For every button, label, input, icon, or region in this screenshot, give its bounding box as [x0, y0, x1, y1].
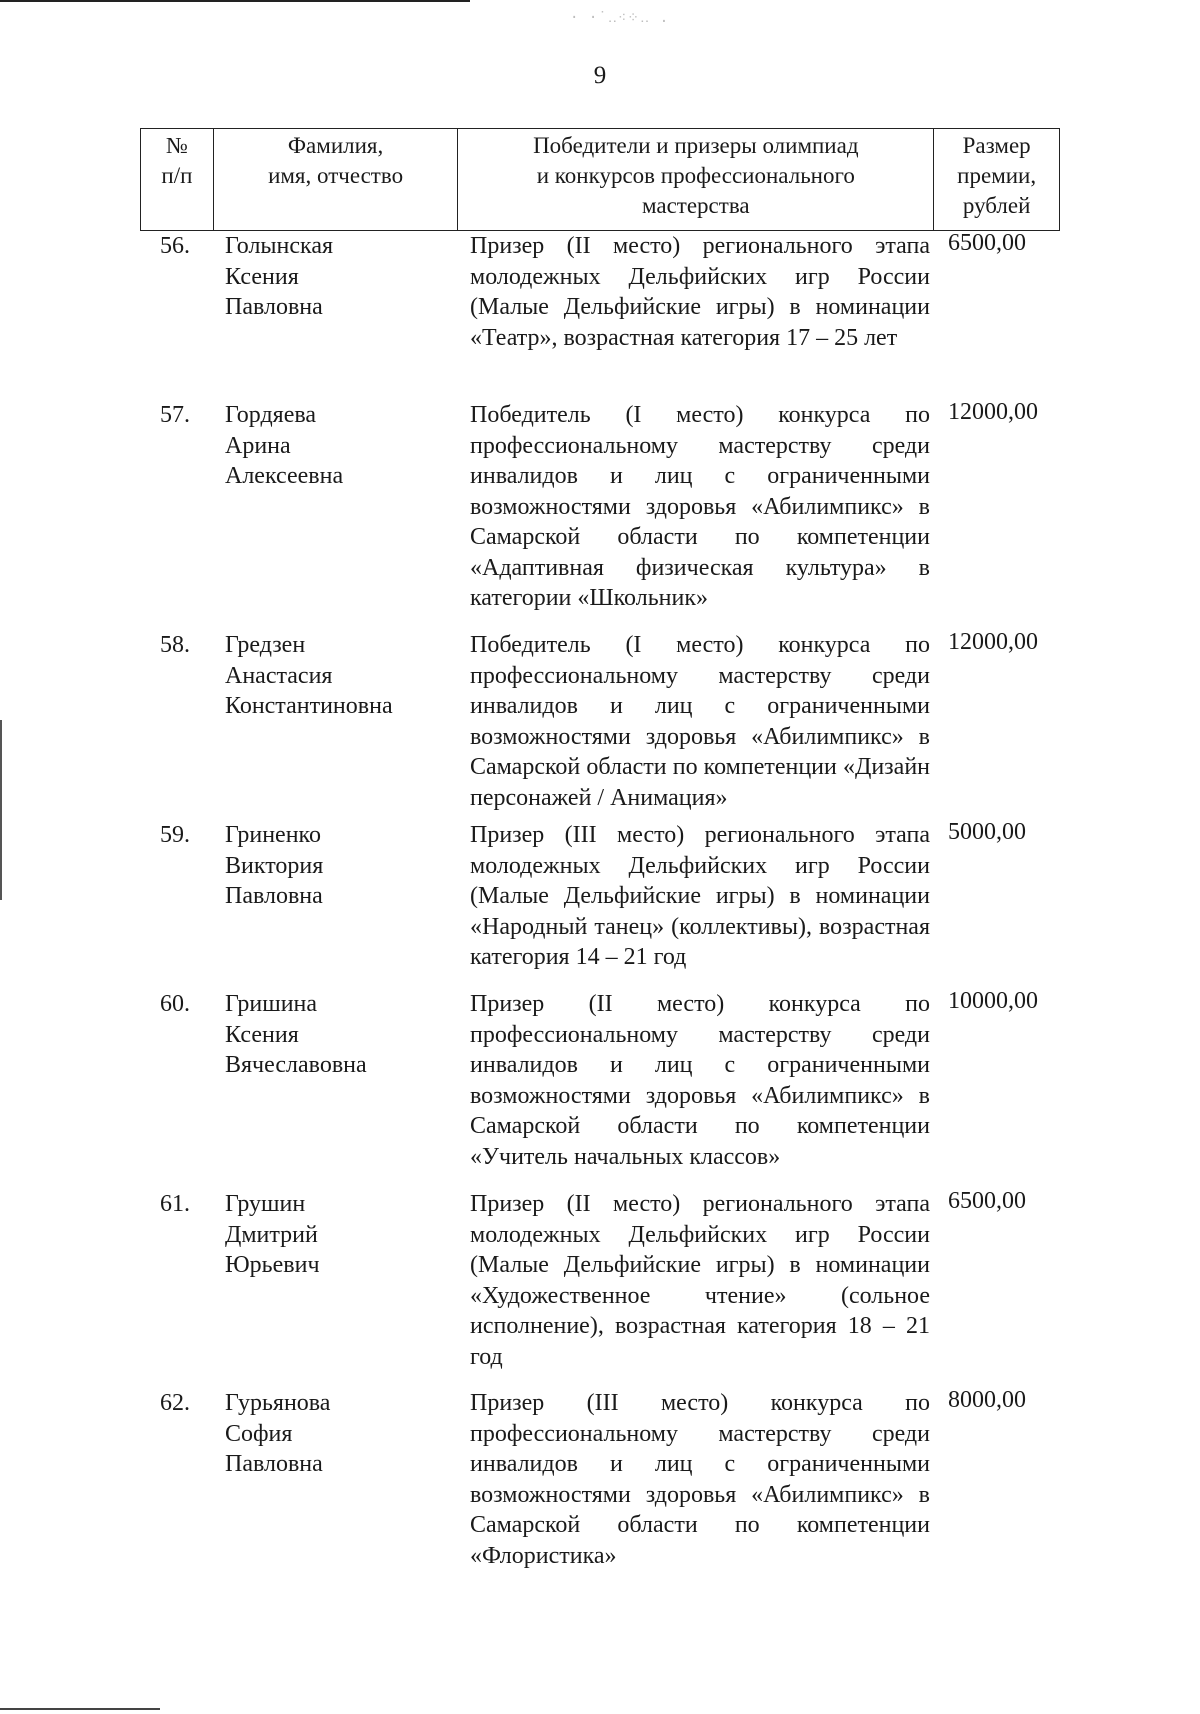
scan-edge-top [0, 0, 470, 2]
table-header [140, 128, 1060, 231]
header-full-name: Фамилия, имя, отчество [214, 129, 458, 230]
row-achievement: Призер (III место) регионального этапа молодежных Дельфийских игр России (Малые Дельфийские игры) в номинации «Народный танец» (коллективы), возрастная категория 14 – 21 год [470, 822, 930, 970]
row-number: 59. [160, 822, 190, 848]
header-prize-amount: Размер премии, рублей [957, 133, 1037, 218]
row-prize-amount: 12000,00 [948, 399, 1038, 425]
row-achievement: Победитель (I место) конкурса по профессиональному мастерству среди инвалидов и лиц с ограниченными возможностями здоровья «Абилимпикс» в Самарской области по компетенции «Адаптивная физическая культура» в категории «Школьник» [470, 402, 930, 611]
row-achievement: Призер (II место) регионального этапа молодежных Дельфийских игр России (Малые Дельфийские игры) в номинации «Художественное чтение» (сольное исполнение), возрастная категория 18 – 21 год [470, 1191, 930, 1370]
scan-edge-left [0, 720, 2, 900]
row-full-name: Гордяева Арина Алексеевна [225, 402, 344, 489]
header-number: № п/п [141, 129, 214, 230]
row-full-name: Грушин Дмитрий Юрьевич [225, 1191, 320, 1278]
faint-stamp-mark: · ·˙‥⁖⁘‥ . [570, 10, 670, 26]
row-full-name: Гредзен Анастасия Константиновна [225, 632, 393, 719]
row-prize-amount: 6500,00 [948, 230, 1026, 256]
row-number: 61. [160, 1191, 190, 1217]
row-number: 58. [160, 632, 190, 658]
row-full-name: Гурьянова София Павловна [225, 1390, 331, 1477]
row-achievement: Призер (II место) регионального этапа молодежных Дельфийских игр России (Малые Дельфийские игры) в номинации «Театр», возрастная категория 17 – 25 лет [470, 233, 930, 351]
row-full-name: Гришина Ксения Вячеславовна [225, 991, 367, 1078]
row-number: 56. [160, 233, 190, 259]
row-number: 60. [160, 991, 190, 1017]
scan-edge-bottom [0, 1708, 160, 1710]
row-number: 62. [160, 1390, 190, 1416]
row-prize-amount: 8000,00 [948, 1387, 1026, 1413]
row-prize-amount: 5000,00 [948, 819, 1026, 845]
row-full-name: Гриненко Виктория Павловна [225, 822, 324, 909]
row-number: 57. [160, 402, 190, 428]
page-number: 9 [593, 62, 607, 89]
row-prize-amount: 12000,00 [948, 629, 1038, 655]
row-achievement: Победитель (I место) конкурса по профессиональному мастерству среди инвалидов и лиц с ограниченными возможностями здоровья «Абилимпикс» в Самарской области по компетенции «Дизайн персонажей / Анимация» [470, 632, 930, 811]
row-achievement: Призер (II место) конкурса по профессиональному мастерству среди инвалидов и лиц с ограниченными возможностями здоровья «Абилимпикс» в Самарской области по компетенции «Учитель начальных классов» [470, 991, 930, 1170]
row-achievement: Призер (III место) конкурса по профессиональному мастерству среди инвалидов и лиц с ограниченными возможностями здоровья «Абилимпикс» в Самарской области по компетенции «Флористика» [470, 1390, 930, 1569]
row-prize-amount: 10000,00 [948, 988, 1038, 1014]
row-full-name: Голынская Ксения Павловна [225, 233, 334, 320]
row-prize-amount: 6500,00 [948, 1188, 1026, 1214]
header-achievement: Победители и призеры олимпиад и конкурсов профессионального мастерства [458, 129, 934, 230]
